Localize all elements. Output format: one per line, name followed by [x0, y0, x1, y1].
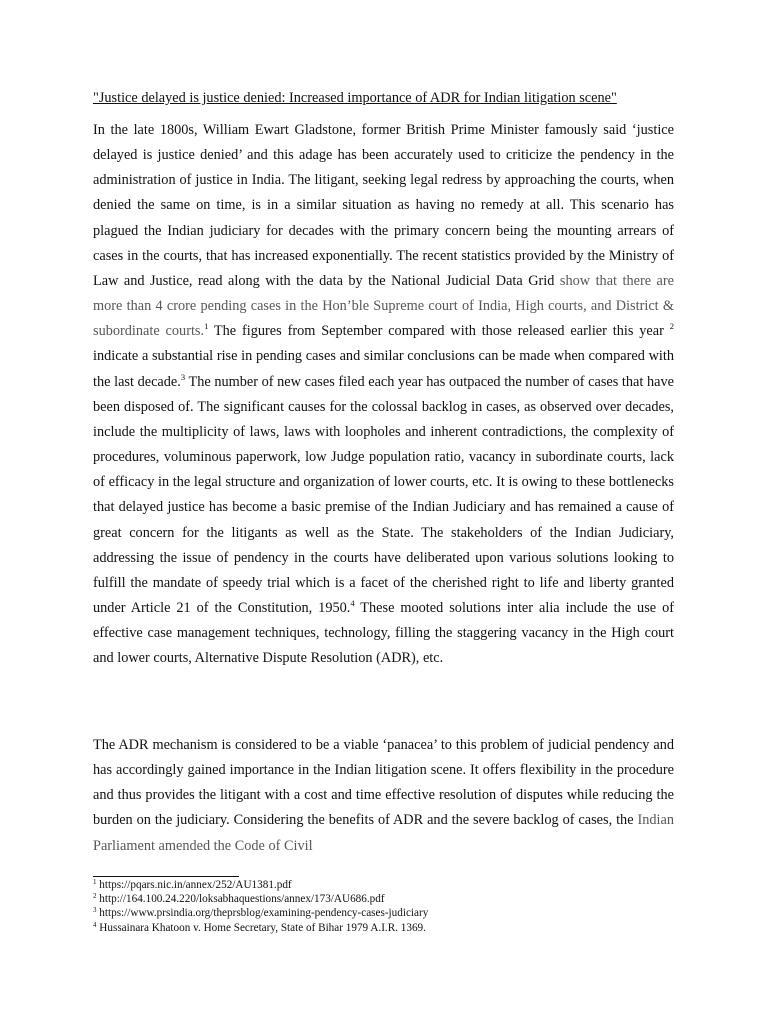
paragraph-1-highlight-1: show that there are more than 4 crore pending cases in the Hon’ble Supreme court of India, High courts, and District & subordinate courts.	[93, 272, 674, 340]
footnote-ref-1[interactable]: 1	[204, 321, 209, 332]
footnote-number: 2	[93, 892, 97, 901]
document-title: "Justice delayed is justice denied: Increased importance of ADR for Indian litigation scene"	[93, 90, 617, 106]
paragraph-2-text-1: The ADR mechanism is considered to be a viable ‘panacea’ to this problem of judicial pendency and has accordingly gained importance in the Indian litigation scene. It offers flexibility in the procedure and thus provides the litigant with a cost and time effective resolution of disputes while reducing the burden on the judiciary. Considering the benefits of ADR and the severe backlog of cases, the	[93, 737, 674, 829]
footnote-text: Hussainara Khatoon v. Home Secretary, State of Bihar 1979 A.I.R. 1369.	[96, 921, 426, 934]
footnote-1	[93, 878, 674, 892]
paragraph-1-text-4: The number of new cases filed each year has outpaced the number of cases that have been disposed of. The significant causes for the colossal backlog in cases, as observed over decades, include the multiplicity of laws, laws with loopholes and inherent contradictions, the complexity of procedures, voluminous paperwork, low Judge population ratio, vacancy in subordinate courts, lack of efficacy in the legal structure and organization of lower courts, etc. It is owing to these bottlenecks that delayed justice has become a basic premise of the Indian Judiciary and has remained a cause of great concern for the litigants as well as the State. The stakeholders of the Indian Judiciary, addressing the issue of pendency in the courts have deliberated upon various solutions looking to fulfill the mandate of speedy trial which is a facet of the cherished right to life and liberty granted under Article 21 of the Constitution, 1950.	[93, 373, 674, 616]
paragraph-1-text-3: indicate a substantial rise in pending cases and similar conclusions can be made when compared with the last decade.	[93, 348, 674, 390]
footnote-number: 4	[93, 920, 97, 929]
footnote-ref-4[interactable]: 4	[350, 597, 355, 608]
footnote-2	[93, 892, 674, 906]
footnote-text: https://pqars.nic.in/annex/252/AU1381.pdf	[96, 879, 292, 891]
footnote-number: 1	[93, 878, 97, 886]
footnote-ref-3[interactable]: 3	[180, 371, 186, 382]
footnote-4	[93, 921, 674, 935]
body-paragraph-1	[93, 118, 674, 671]
footnote-text: http://164.100.24.220/loksabhaquestions/annex/173/AU686.pdf	[96, 893, 385, 906]
footnote-3	[93, 906, 674, 920]
footnote-ref-2[interactable]: 2	[669, 321, 674, 332]
paragraph-2-highlight-1: Indian Parliament amended the Code of Civil	[93, 812, 674, 854]
paragraph-1-text-5: These mooted solutions inter alia include the use of effective case management techniques, technology, filling the staggering vacancy in the High court and lower courts, Alternative Dispute Resolution (ADR), etc.	[93, 599, 674, 667]
body-paragraph-2	[93, 733, 674, 859]
paragraph-1-text-2: The figures from September compared with those released earlier this year	[208, 323, 670, 340]
footnotes-section	[93, 878, 674, 935]
footnote-number: 3	[93, 906, 97, 915]
footnote-text: https://www.prsindia.org/theprsblog/examining-pendency-cases-judiciary	[96, 907, 429, 920]
footnote-separator	[93, 876, 239, 877]
paragraph-1-text-1: In the late 1800s, William Ewart Gladstone, former British Prime Minister famously said ‘justice delayed is justice denied’ and this adage has been accurately used to criticize the pendency in the administration of justice in India. The litigant, seeking legal redress by approaching the courts, when denied the same on time, is in a similar situation as having no remedy at all. This scenario has plagued the Indian judiciary for decades with the primary concern being the mounting arrears of cases in the courts, that has increased exponentially. The recent statistics provided by the Ministry of Law and Justice, read along with the data by the National Judicial Data Grid	[93, 122, 674, 289]
